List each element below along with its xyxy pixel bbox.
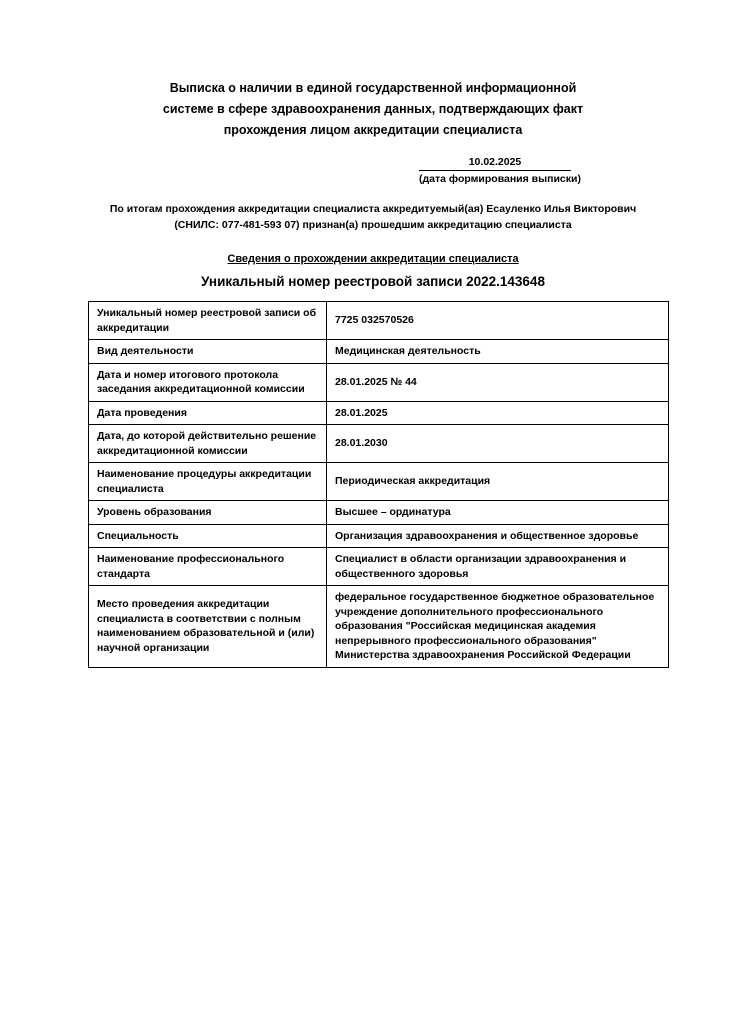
table-row	[89, 363, 669, 401]
row-label: Уникальный номер реестровой записи об аккредитации	[89, 302, 327, 340]
table-row	[89, 401, 669, 425]
table-row	[89, 548, 669, 586]
extract-date-block	[419, 156, 581, 185]
row-value: Высшее – ординатура	[327, 501, 669, 525]
intro-paragraph: По итогам прохождения аккредитации специалиста аккредитуемый(ая) Есауленко Илья Викторович (СНИЛС: 077-481-593 07) признан(а) прошедшим аккредитацию специалиста	[109, 203, 637, 231]
table-row	[89, 524, 669, 548]
row-value: 28.01.2025 № 44	[327, 363, 669, 401]
extract-date: 10.02.2025	[419, 156, 571, 171]
row-label: Место проведения аккредитации специалиста в соответствии с полным наименованием образовательной и (или) научной организации	[89, 586, 327, 668]
row-label: Уровень образования	[89, 501, 327, 525]
title-line-1: Выписка о наличии в единой государственной информационной	[169, 81, 577, 95]
accreditation-table	[88, 301, 669, 668]
row-label: Дата проведения	[89, 401, 327, 425]
table-row	[89, 586, 669, 668]
row-value: Организация здравоохранения и общественное здоровье	[327, 524, 669, 548]
row-value: 7725 032570526	[327, 302, 669, 340]
title-line-3: прохождения лицом аккредитации специалиста	[223, 123, 523, 137]
row-value: Периодическая аккредитация	[327, 463, 669, 501]
table-row	[89, 340, 669, 364]
row-value: 28.01.2030	[327, 425, 669, 463]
section-header: Сведения о прохождении аккредитации специалиста	[227, 253, 519, 265]
table-row	[89, 501, 669, 525]
table-row	[89, 463, 669, 501]
row-label: Специальность	[89, 524, 327, 548]
row-label: Дата и номер итогового протокола заседания аккредитационной комиссии	[89, 363, 327, 401]
row-value: Специалист в области организации здравоохранения и общественного здоровья	[327, 548, 669, 586]
registry-number-heading: Уникальный номер реестровой записи 2022.143648	[201, 274, 545, 289]
row-value: 28.01.2025	[327, 401, 669, 425]
row-label: Дата, до которой действительно решение аккредитационной комиссии	[89, 425, 327, 463]
table-row	[89, 425, 669, 463]
row-label: Наименование процедуры аккредитации специалиста	[89, 463, 327, 501]
row-label: Вид деятельности	[89, 340, 327, 364]
row-value: Медицинская деятельность	[327, 340, 669, 364]
table-row	[89, 302, 669, 340]
row-value: федеральное государственное бюджетное образовательное учреждение дополнительного профессионального образования "Российская медицинская академия непрерывного профессионального образования" Министерства здравоохранения Российской Федерации	[327, 586, 669, 668]
document-title	[0, 78, 746, 141]
row-label: Наименование профессионального стандарта	[89, 548, 327, 586]
extract-date-caption: (дата формирования выписки)	[419, 173, 581, 185]
title-line-2: системе в сфере здравоохранения данных, подтверждающих факт	[162, 102, 584, 116]
